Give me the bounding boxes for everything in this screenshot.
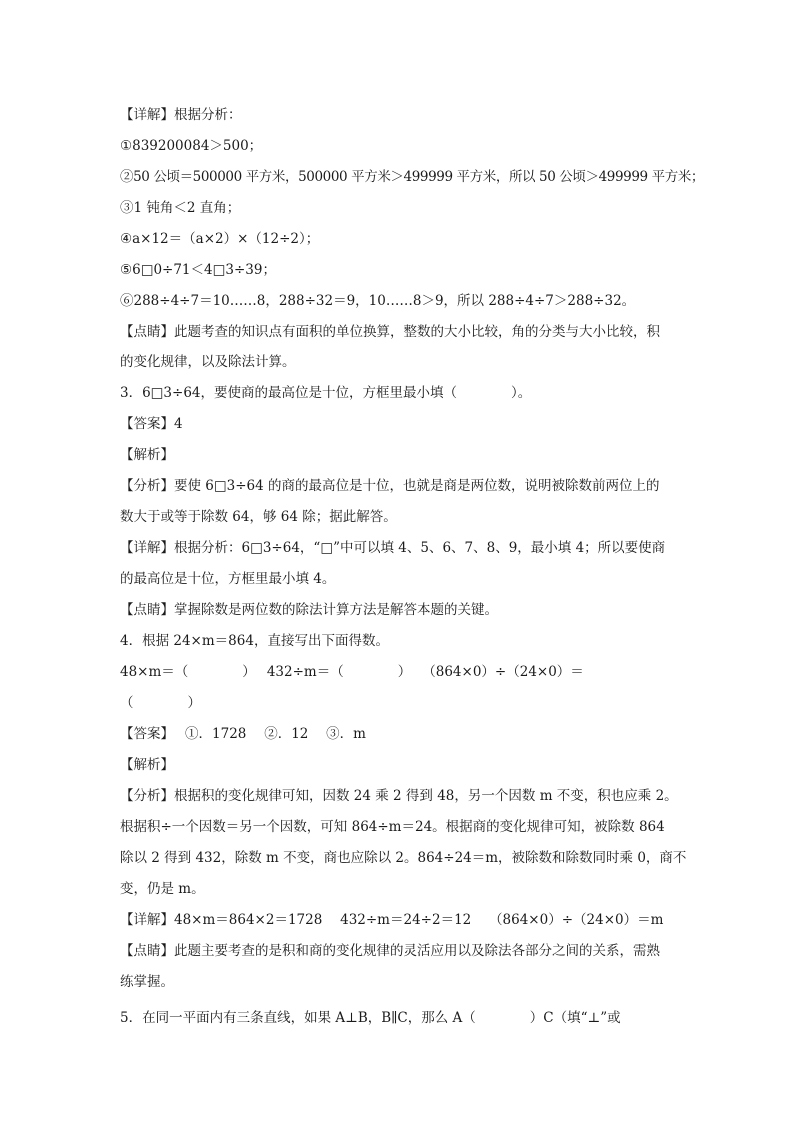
- analysis-header-3: 【解析】: [120, 447, 174, 463]
- analysis-3: 【分析】要使 6□3÷64 的商的最高位是十位，也就是商是两位数，说明被除数前两位上的: [120, 478, 660, 494]
- comment-4-cont: 练掌握。: [120, 974, 174, 990]
- analysis-4-cont-2: 除以 2 得到 432，除数 m 不变，商也应除以 2。864÷24＝m，被除数和除数同时乘 0，商不: [120, 850, 687, 866]
- question-4-items: 48×m＝（ ） 432÷m＝（ ） （864×0）÷（24×0）＝: [120, 664, 584, 680]
- question-4-items-cont: （ ）: [120, 695, 201, 711]
- line-comment-1-cont: 的变化规律，以及除法计算。: [120, 354, 296, 370]
- line-item-1: ①839200084＞500；: [120, 138, 263, 154]
- answer-4: 【答案】 ①．1728 ②．12 ③．m: [120, 726, 366, 742]
- detail-3: 【详解】根据分析：6□3÷64，“□”中可以填 4、5、6、7、8、9，最小填 4；所以要使商: [120, 540, 666, 556]
- analysis-4-cont-3: 变，仍是 m。: [120, 881, 205, 897]
- comment-4: 【点睛】此题主要考查的是积和商的变化规律的灵活应用以及除法各部分之间的关系，需熟: [120, 943, 660, 959]
- question-4: 4．根据 24×m＝864，直接写出下面得数。: [120, 633, 389, 649]
- line-item-6: ⑥288÷4÷7＝10……8，288÷32＝9，10……8＞9，所以 288÷4÷7＞288÷32。: [120, 293, 636, 309]
- detail-4: 【详解】48×m＝864×2＝1728 432÷m＝24÷2＝12 （864×0）÷（24×0）＝m: [120, 912, 664, 928]
- analysis-3-cont: 数大于或等于除数 64，够 64 除；据此解答。: [120, 509, 397, 525]
- line-item-3: ③1 钝角＜2 直角；: [120, 200, 241, 216]
- line-item-4: ④a×12＝（a×2）×（12÷2）；: [120, 231, 320, 247]
- detail-3-cont: 的最高位是十位，方框里最小填 4。: [120, 571, 336, 587]
- line-item-2: ②50 公顷＝500000 平方米，500000 平方米＞499999 平方米，所以 50 公顷＞499999 平方米；: [120, 169, 705, 185]
- answer-3: 【答案】4: [120, 416, 183, 432]
- analysis-header-4: 【解析】: [120, 757, 174, 773]
- question-3: 3．6□3÷64，要使商的最高位是十位，方框里最小填（ ）。: [120, 385, 532, 401]
- line-detail-header: 【详解】根据分析：: [120, 107, 242, 123]
- analysis-4: 【分析】根据积的变化规律可知，因数 24 乘 2 得到 48，另一个因数 m 不变，积也应乘 2。: [120, 788, 678, 804]
- line-comment-1: 【点睛】此题考查的知识点有面积的单位换算，整数的大小比较，角的分类与大小比较，积: [120, 324, 660, 340]
- analysis-4-cont-1: 根据积÷一个因数＝另一个因数，可知 864÷m＝24。根据商的变化规律可知，被除数 864: [120, 819, 665, 835]
- question-5: 5．在同一平面内有三条直线，如果 A⊥B，B∥C，那么 A（ ）C（填“⊥”或: [120, 1010, 621, 1026]
- comment-3: 【点睛】掌握除数是两位数的除法计算方法是解答本题的关键。: [120, 602, 498, 618]
- line-item-5: ⑤6□0÷71＜4□3÷39；: [120, 262, 276, 278]
